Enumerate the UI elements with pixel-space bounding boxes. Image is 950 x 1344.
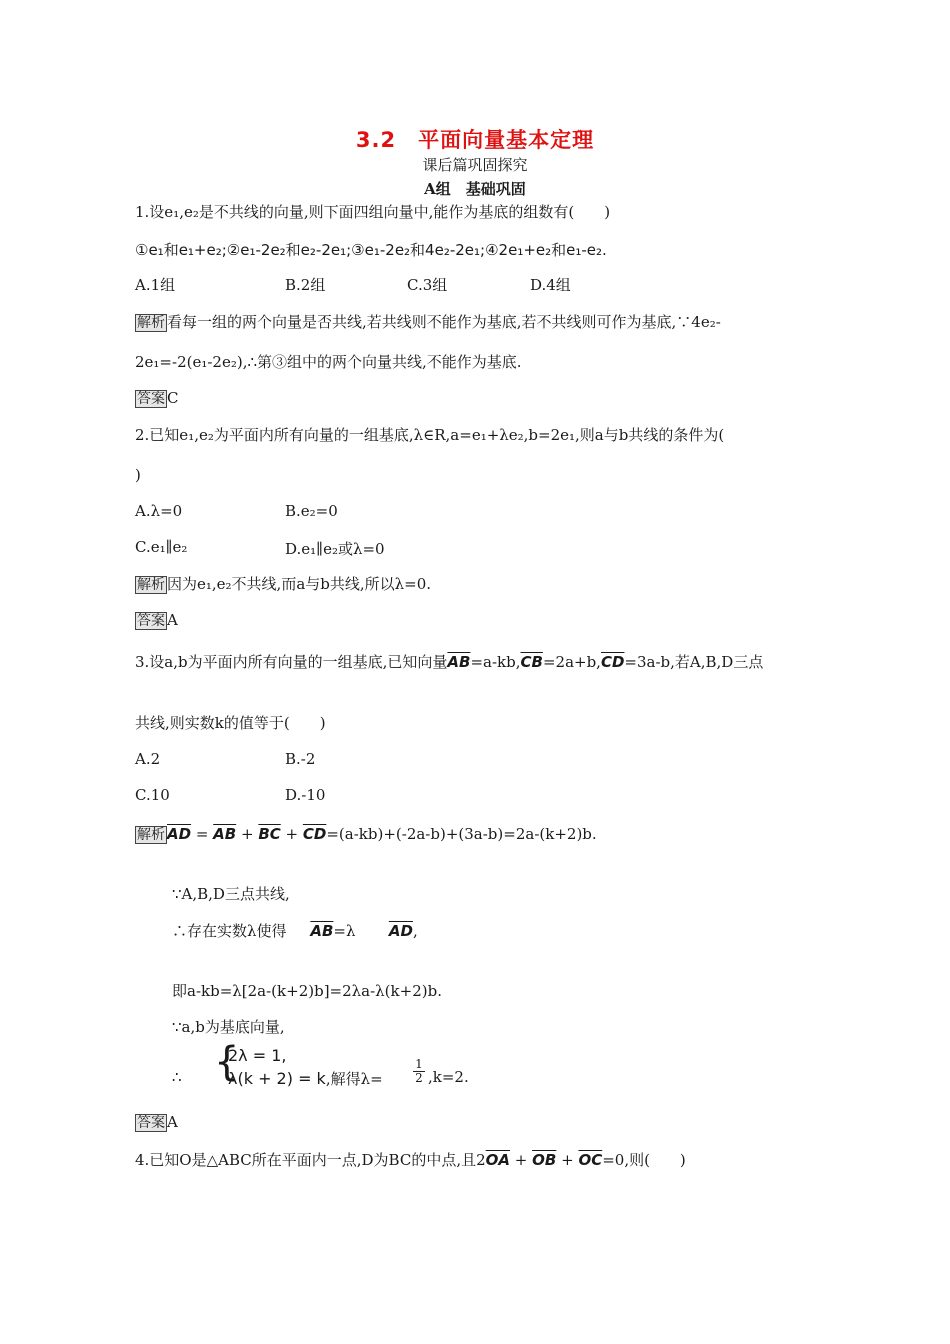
q4-stem-part-b: =0,则( ) — [602, 1151, 686, 1169]
q2-option-d: D.e₁∥e₂或λ=0 — [285, 540, 385, 558]
q3-solution-3c: , — [412, 922, 418, 940]
q3-stem-part-b: =a-kb, — [470, 653, 521, 671]
q3-analysis-line: 解析 $\overline{AD} = \overline{AB} + \overline{BC} + \overline{CD}=(a-kb)+(-2a-b)+(3a-b)=2a-(k+2)b$. — [137, 825, 597, 843]
q4-stem-part-a: 4.已知O是△ABC所在平面内一点,D为BC的中点,且2 — [135, 1151, 486, 1169]
q2-analysis — [135, 574, 431, 595]
q2-answer-value: A — [167, 611, 178, 629]
vector-cd: $\overline{CD}$ — [600, 653, 625, 671]
vector-cb: $\overline{CB}$ — [520, 653, 543, 671]
q3-stem-part-c: =2a+b, — [542, 653, 601, 671]
q3-answer — [135, 1112, 178, 1133]
vector-ab-3: $\overline{AB}$ — [310, 922, 334, 940]
system-eq-2-line — [228, 1068, 383, 1089]
group-heading: A组 基础巩固 — [424, 180, 526, 198]
q3-solution-3a: ∴存在实数λ使得 — [172, 922, 287, 940]
fraction-denominator: 2 — [413, 1071, 425, 1085]
analysis-tag: 解析 — [137, 315, 165, 331]
vector-oa: $\overline{OA}$ — [485, 1151, 511, 1169]
vector-oc: $\overline{OC}$ — [578, 1151, 603, 1169]
answer-tag: 答案 — [137, 391, 165, 407]
q2-answer — [135, 610, 178, 631]
q3-solution-eq: =(a-kb)+(-2a-b)+(3a-b)=2a-(k+2)b. — [326, 825, 597, 843]
q1-analysis-line-1 — [135, 312, 721, 333]
q3-option-a: A.2 — [135, 750, 161, 768]
q1-option-d: D.4组 — [530, 276, 571, 294]
q3-solution-3b: =λ — [333, 922, 356, 940]
q1-option-b: B.2组 — [285, 276, 326, 294]
q2-analysis-text: 因为e₁,e₂不共线,而a与b共线,所以λ=0. — [167, 575, 432, 593]
system-brace: { — [214, 1039, 240, 1085]
vector-ab-2: $\overline{AB}$ — [213, 825, 237, 843]
vector-ob: $\overline{OB}$ — [532, 1151, 557, 1169]
question-3-stem — [135, 652, 763, 672]
q1-option-c: C.3组 — [407, 276, 448, 294]
vector-ad-2: $\overline{AD}$ — [388, 922, 413, 940]
page-title: 3.2 平面向量基本定理 — [355, 128, 595, 152]
q1-answer-value: C — [167, 389, 179, 407]
question-1-stem: 1.设e₁,e₂是不共线的向量,则下面四组向量中,能作为基底的组数有( ) — [135, 203, 611, 221]
q2-option-a: A.λ=0 — [135, 502, 183, 520]
q3-stem-part-a: 3.设a,b为平面内所有向量的一组基底,已知向量 — [135, 653, 448, 671]
system-eq-2: λ(k + 2) = k — [228, 1069, 326, 1088]
vector-cd-2: $\overline{CD}$ — [302, 825, 327, 843]
page-subtitle: 课后篇巩固探究 — [422, 156, 528, 174]
q2-option-b: B.e₂=0 — [285, 502, 338, 520]
q3-option-b: B.-2 — [285, 750, 316, 768]
q3-solution-5: ∵a,b为基底向量, — [172, 1018, 285, 1036]
system-eq-1: 2λ = 1, — [228, 1046, 287, 1065]
q3-solution-6a: ,解得λ= — [325, 1070, 383, 1088]
fraction-numerator: 1 — [415, 1057, 423, 1071]
q3-option-c: C.10 — [135, 786, 170, 804]
vector-ad: $\overline{AD}$ — [167, 825, 192, 843]
q3-solution-4: 即a-kb=λ[2a-(k+2)b]=2λa-λ(k+2)b. — [172, 982, 442, 1000]
q1-analysis-line-2: 2e₁=-2(e₁-2e₂),∴第③组中的两个向量共线,不能作为基底. — [135, 353, 522, 371]
q2-option-c: C.e₁∥e₂ — [135, 538, 188, 556]
vector-ab: $\overline{AB}$ — [447, 653, 471, 671]
q1-analysis-text-1: 看每一组的两个向量是否共线,若共线则不能作为基底,若不共线则可作为基底,∵4e₂- — [167, 313, 721, 331]
q3-solution-6b: ,k=2. — [428, 1068, 469, 1086]
answer-tag: 答案 — [137, 1115, 165, 1131]
question-4-stem: 4.已知O是△ABC所在平面内一点,D为BC的中点,且$2\overline{OA} + \overline{OB} + \overline{OC}=0$,则( ) — [135, 1151, 686, 1169]
q3-solution-3 — [172, 920, 418, 941]
question-3-stem-2: 共线,则实数k的值等于( ) — [135, 714, 326, 732]
analysis-tag: 解析 — [137, 577, 165, 593]
q3-answer-value: A — [167, 1113, 178, 1131]
q3-therefore: ∴ — [172, 1068, 182, 1086]
fraction-half — [413, 1058, 425, 1085]
q1-option-a: A.1组 — [135, 276, 176, 294]
question-2-stem: 2.已知e₁,e₂为平面内所有向量的一组基底,λ∈R,a=e₁+λe₂,b=2e₁,则a与b共线的条件为( — [135, 426, 725, 444]
q3-stem-part-d: =3a-b,若A,B,D三点 — [624, 653, 764, 671]
answer-tag: 答案 — [137, 613, 165, 629]
analysis-tag: 解析 — [137, 827, 165, 843]
q3-solution-2: ∵A,B,D三点共线, — [172, 885, 290, 903]
question-2-stem-end: ) — [135, 466, 141, 484]
vector-bc: $\overline{BC}$ — [258, 825, 281, 843]
question-1-items: ①e₁和e₁+e₂;②e₁-2e₂和e₂-2e₁;③e₁-2e₂和4e₂-2e₁;④2e₁+e₂和e₁-e₂. — [135, 241, 607, 259]
q3-option-d: D.-10 — [285, 786, 326, 804]
q1-answer — [135, 388, 178, 409]
